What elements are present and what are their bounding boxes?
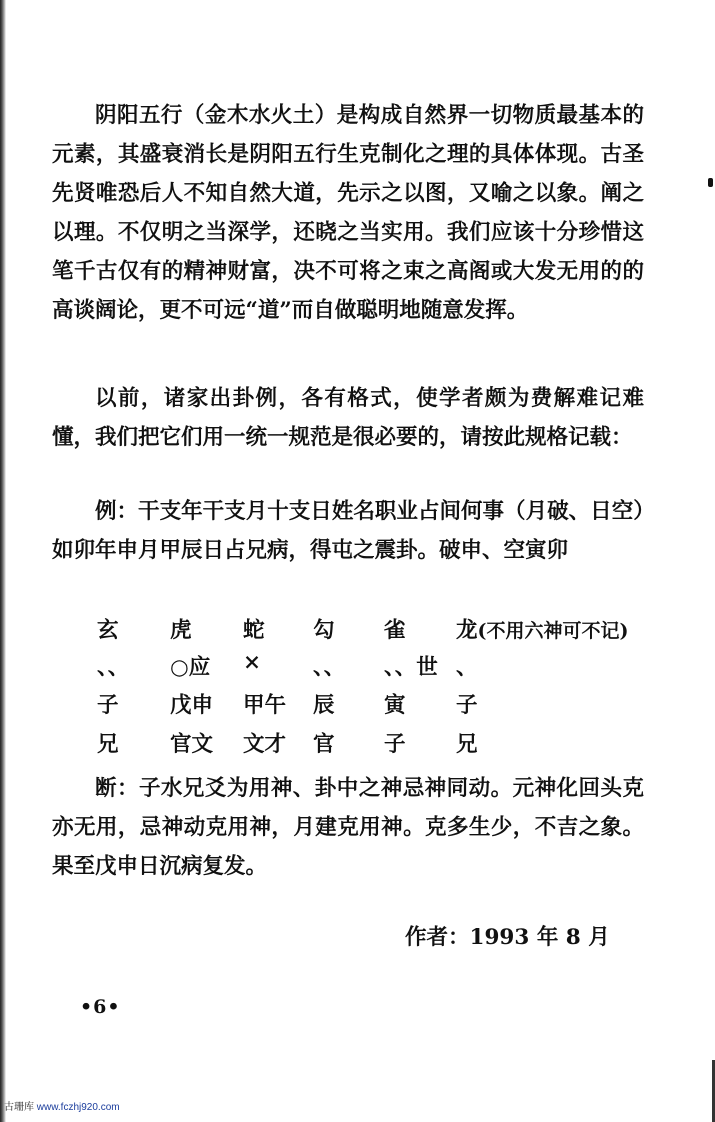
- relative-6: 兄: [456, 732, 478, 757]
- ganzhi-1: 子: [97, 693, 119, 718]
- spirit-1: 玄: [97, 618, 119, 643]
- paragraph-judgement: 断：子水兄爻为用神、卦中之神忌神同动。元神化回头克亦无用，忌神动克用神，月建克用神。克多生少，不吉之象。果至戊申日沉病复发。: [52, 776, 644, 879]
- paragraph-example: 例：干支年干支月十支日姓名职业占间何事（月破、日空）如卯年申月甲辰日占兄病，得屯之震卦。破申、空寅卯: [52, 499, 644, 563]
- spirits-note: (不用六神可不记): [477, 620, 629, 642]
- relative-1: 兄: [97, 732, 119, 757]
- page-scan-edge: [0, 0, 6, 1122]
- ganzhi-6: 子: [456, 693, 478, 718]
- spirit-6-label: 龙: [456, 618, 478, 643]
- watermark-site: 古珊库: [4, 1102, 34, 1113]
- ganzhi-5: 寅: [384, 693, 406, 718]
- hexagram-marks-row: [0, 650, 715, 689]
- hexagram-spirits-row: [0, 613, 715, 652]
- hexagram-ganzhi-row: [0, 688, 715, 727]
- ganzhi-3: 甲午: [243, 693, 287, 718]
- paragraph-intro: 阴阳五行（金木水火土）是构成自然界一切物质最基本的元素，其盛衰消长是阴阳五行生克制化之理的具体体现。古圣先贤唯恐后人不知自然大道，先示之以图，又喻之以象。阐之以理。不仅明之当深学，还晓之当实用。我们应该十分珍惜这笔千古仅有的精神财富，决不可将之束之高阁或大发无用的的高谈阔论，更不可远“道”而自做聪明地随意发挥。: [52, 103, 644, 323]
- spirit-6: [456, 613, 629, 644]
- watermark: [4, 1098, 120, 1113]
- page-number: •6•: [80, 996, 121, 1018]
- ganzhi-2: 戊申: [170, 693, 214, 718]
- scan-speck: [708, 178, 713, 187]
- mark-5: 、、世: [384, 655, 438, 680]
- hexagram-relatives-row: [0, 727, 715, 766]
- relative-4: 官: [313, 732, 335, 757]
- relative-5: 子: [384, 732, 406, 757]
- spirit-5: 雀: [384, 618, 406, 643]
- mark-2: ○应: [170, 655, 211, 680]
- mark-6: 、: [456, 655, 478, 680]
- watermark-url[interactable]: www.fczhj920.com: [36, 1102, 120, 1113]
- mark-1: 、、: [97, 655, 130, 680]
- spirit-2: 虎: [170, 618, 192, 643]
- mark-3: ×: [243, 650, 262, 675]
- relative-2: 官文: [170, 732, 214, 757]
- spirit-4: 勾: [313, 618, 335, 643]
- ganzhi-4: 辰: [313, 693, 335, 718]
- relative-3: 文才: [243, 732, 287, 757]
- mark-4: 、、: [313, 655, 346, 680]
- paragraph-format: 以前，诸家出卦例，各有格式，使学者颇为费解难记难懂，我们把它们用一统一规范是很必要的，请按此规格记载：: [52, 386, 644, 450]
- author-date: 作者：1993 年 8 月: [405, 925, 610, 950]
- spirit-3: 蛇: [243, 618, 265, 643]
